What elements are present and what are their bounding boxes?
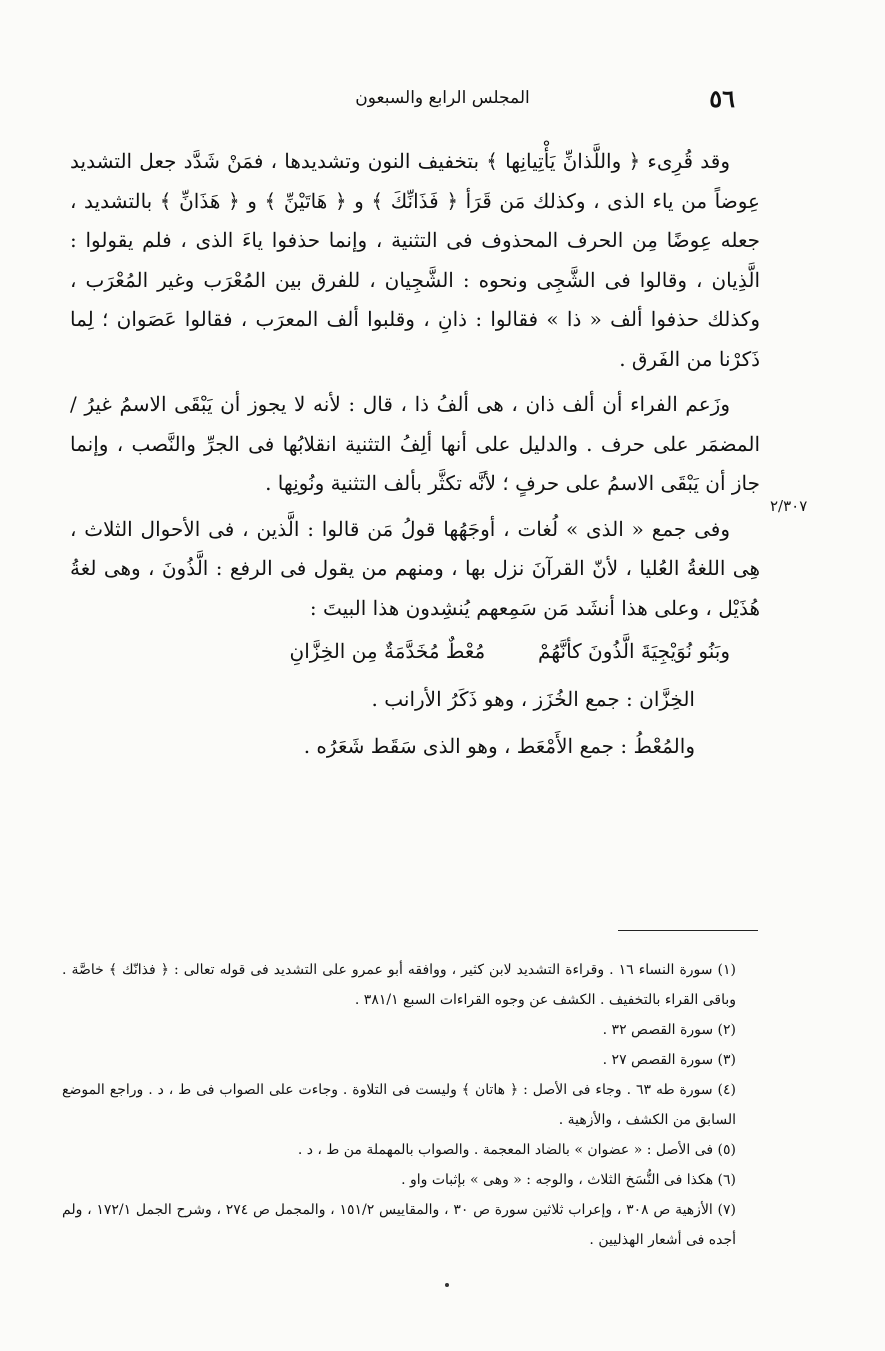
paragraph: وزَعم الفراء أن ألف ذان ، هى ألفُ ذا ، قال : لأنه لا يجوز أن يَبْقَى الاسمُ غيرُ / المضمَر على حرف . والدليل على أنها ألِفُ التثنية انقلابُها فى الجرِّ والنَّصب ، وإنما جاز أن يَبْقَى الاسمُ على حرفٍ ؛ لأنَّه تكثَّر بألف التثنية ونُونِها .	[70, 392, 760, 495]
footnote-divider	[618, 930, 758, 931]
verse-first-hemistich: وبَنُو نُوَيْجِيَةَ الَّذُونَ كأنَّهُمْ	[537, 639, 730, 663]
gloss-line: الخِزَّان : جمع الخُزَز ، وهو ذَكَرُ الأرانب .	[371, 686, 695, 711]
footnote: (٧) الأزهية ص ٣٠٨ ، وإعراب ثلاثين سورة ص ٣٠ ، والمقاييس ١٥١/٢ ، والمجمل ص ٢٧٤ ، وشرح الجمل ١٧٢/١ ، ولم أجده فى أشعار الهذليين .	[62, 1202, 737, 1248]
footnote: (٦) هكذا فى النُّسَخ الثلاث ، والوجه : « وهى » بإثبات واو .	[401, 1172, 736, 1188]
poetry-verse	[70, 632, 760, 672]
main-text	[70, 142, 760, 767]
page-mark	[445, 1283, 449, 1287]
paragraph: وفى جمع « الذى » لُغات ، أوجَهُها قولُ مَن قالوا : الَّذين ، فى الأحوال الثلاث ، هِى اللغةُ العُليا ، لأنّ القرآنَ نزل بها ، ومنهم من يقول فى الرفع : الَّذُونَ ، وهى لغةُ هُذَيْل ، وعلى هذا أنشَد مَن سَمِعهم يُنشِدون هذا البيتَ :	[70, 516, 760, 620]
page-header	[0, 84, 885, 114]
footnote: (١) سورة النساء ١٦ . وقراءة التشديد لابن كثير ، ووافقه أبو عمرو على التشديد فى قوله تعالى : ﴿ فذانّك ﴾ خاصَّة . وباقى القراء بالتخفيف . الكشف عن وجوه القراءات السبع ٣٨١/١ .	[62, 962, 737, 1008]
margin-reference: ٢/٣٠٧	[770, 497, 808, 515]
footnotes	[62, 955, 772, 1255]
verse-second-hemistich: مُعْطٌ مُخَدَّمَةٌ مِن الخِزَّانِ	[289, 639, 486, 663]
footnote: (٥) فى الأصل : « عضوان » بالضاد المعجمة . والصواب بالمهملة من ط ، د .	[297, 1142, 736, 1158]
running-title: المجلس الرابع والسبعون	[355, 88, 530, 108]
footnote: (٢) سورة القصص ٣٢ .	[602, 1022, 736, 1038]
page-number: ٥٦	[709, 84, 735, 113]
paragraph: وقد قُرِىء ﴿ واللَّذانِّ يَأْتِيانِها ﴾ بتخفيف النون وتشديدها ، فمَنْ شَدَّد جعل التشديد عِوضاً من ياء الذى ، وكذلك مَن قَرَأ ﴿ فَذَانِّكَ ﴾ و ﴿ هَاتَيْنِّ ﴾ و ﴿ هَذَانِّ ﴾ بالتشديد ، جعله عِوضًا مِن الحرف المحذوف فى التثنية ، وإنما حذفوا ياءَ الذى ، فلم يقولوا : الَّذِيان ، وقالوا فى الشَّجِى ونحوه : الشَّجِيان ، للفرق بين المُعْرَب وغير المُعْرَب ، وكذلك حذفوا ألف « ذا » فقالوا : ذانِ ، وقلبوا ألف المعرَب ، فقالوا عَصَوان ؛ لِما ذَكرْنا من الفَرق .	[70, 149, 760, 371]
footnote: (٤) سورة طه ٦٣ . وجاء فى الأصل : ﴿ هاتان ﴾ وليست فى التلاوة . وجاءت على الصواب فى ط ، د . وراجع الموضع السابق من الكشف ، والأزهية .	[62, 1082, 736, 1128]
footnote: (٣) سورة القصص ٢٧ .	[602, 1052, 736, 1068]
gloss-line: والمُعْطُ : جمع الأَمْعَط ، وهو الذى سَقَط شَعَرُه .	[303, 734, 695, 758]
